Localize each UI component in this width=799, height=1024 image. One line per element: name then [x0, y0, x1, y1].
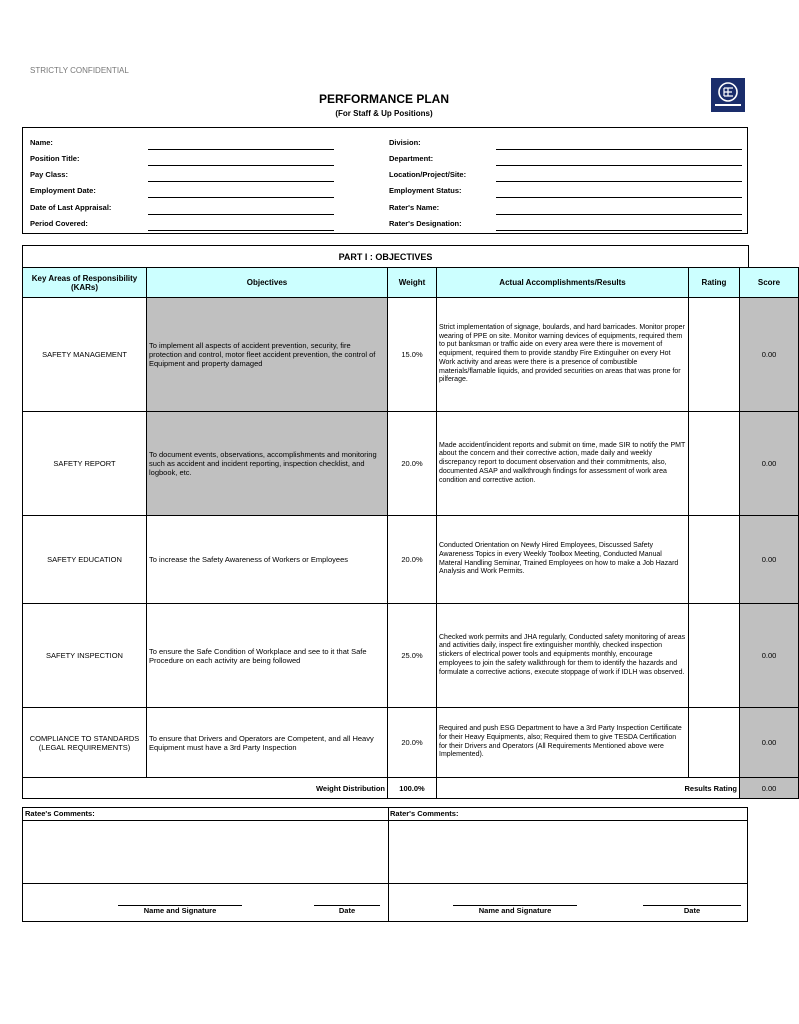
weight-cell: 20.0% [388, 516, 437, 604]
ratee-comments-label: Ratee's Comments: [25, 809, 95, 818]
rater-comments-label: Rater's Comments: [390, 809, 459, 818]
comments-divider [23, 820, 747, 821]
weight-cell: 20.0% [388, 412, 437, 516]
page-title: PERFORMANCE PLAN [318, 92, 449, 106]
score-cell: 0.00 [740, 412, 799, 516]
hdr-kar: Key Areas of Responsibility (KARs) [23, 268, 147, 298]
ratee-signature-label: Name and Signature [143, 906, 217, 915]
objective-cell[interactable]: To implement all aspects of accident prevention, security, fire protection and control, motor fleet accident prevention, the control of Equipment and property damaged [147, 298, 388, 412]
info-label-location: Location/Project/Site: [389, 170, 467, 179]
division-field[interactable] [496, 149, 742, 150]
objective-cell[interactable]: To ensure the Safe Condition of Workplace and see to it that Safe Procedure on each activity are being followed [147, 604, 388, 708]
hdr-rating: Rating [689, 268, 740, 298]
info-label-division: Division: [389, 138, 421, 147]
info-label-status: Employment Status: [389, 186, 462, 195]
accomplishment-cell[interactable]: Checked work permits and JHA regularly, Conducted safety monitoring of areas and activities daily, inspect fire extinguisher monthly, checked inspection stickers of electrical power tools and equipments monthly, encourage employees to join the safety walkthrough for them to identify the hazards and formulate a corrective actions, execute stoppage of work if IDLH was observed. [437, 604, 689, 708]
employment-date-field[interactable] [148, 197, 334, 198]
results-rating-value: 0.00 [740, 778, 799, 799]
page-subtitle: (For Staff & Up Positions) [335, 109, 433, 118]
rater-designation-field[interactable] [496, 230, 742, 231]
rating-cell[interactable] [689, 516, 740, 604]
score-cell: 0.00 [740, 708, 799, 778]
status-field[interactable] [496, 197, 742, 198]
location-field[interactable] [496, 181, 742, 182]
ratee-date-label: Date [338, 906, 356, 915]
table-row [23, 516, 799, 604]
results-rating-label: Results Rating [437, 778, 740, 799]
totals-row [23, 778, 799, 799]
objective-cell[interactable]: To increase the Safety Awareness of Workers or Employees [147, 516, 388, 604]
objectives-main-table [22, 245, 749, 269]
kar-cell: SAFETY EDUCATION [23, 516, 147, 604]
department-field[interactable] [496, 165, 742, 166]
info-label-department: Department: [389, 154, 434, 163]
comments-box [22, 807, 748, 922]
info-label-period: Period Covered: [30, 219, 88, 228]
score-cell: 0.00 [740, 604, 799, 708]
rating-cell[interactable] [689, 412, 740, 516]
rater-comments-input[interactable] [390, 822, 746, 882]
accomplishment-cell[interactable]: Conducted Orientation on Newly Hired Employees, Discussed Safety Awareness Topics in every Weekly Toolbox Meeting, Conducted Manual Materal Handling Seminar, Trained Employees on how to make a Job Hazard Analysis and Work Permits. [437, 516, 689, 604]
rater-date-label: Date [683, 906, 701, 915]
table-row [23, 298, 799, 412]
rater-signature-label: Name and Signature [478, 906, 552, 915]
hdr-accomplishments: Actual Accomplishments/Results [437, 268, 689, 298]
info-label-pay-class: Pay Class: [30, 170, 68, 179]
kar-cell: SAFETY MANAGEMENT [23, 298, 147, 412]
signature-divider [23, 883, 747, 884]
comments-mid-divider [388, 808, 389, 921]
rating-cell[interactable] [689, 708, 740, 778]
table-row [23, 412, 799, 516]
info-label-rater-designation: Rater's Designation: [389, 219, 462, 228]
rating-cell[interactable] [689, 604, 740, 708]
name-field[interactable] [148, 149, 334, 150]
rater-name-field[interactable] [496, 214, 742, 215]
weight-distribution-label: Weight Distribution [23, 778, 388, 799]
objective-cell[interactable]: To document events, observations, accomplishments and monitoring such as accident and incident reporting, inspection checklist, and logbook, etc. [147, 412, 388, 516]
info-label-last-appraisal: Date of Last Appraisal: [30, 203, 112, 212]
accomplishment-cell[interactable]: Made accident/incident reports and submit on time, made SIR to notify the PMT about the concern and their corrective action, made daily and weekly discrepancy report to document observation and their commitments, also, documented ASAP and walkthrough findings for assessment of work area condition and corrective action. [437, 412, 689, 516]
kar-cell: SAFETY INSPECTION [23, 604, 147, 708]
kar-cell: COMPLIANCE TO STANDARDS (LEGAL REQUIREMENTS) [23, 708, 147, 778]
last-appraisal-field[interactable] [148, 214, 334, 215]
score-cell: 0.00 [740, 298, 799, 412]
weight-cell: 15.0% [388, 298, 437, 412]
pay-class-field[interactable] [148, 181, 334, 182]
objectives-authoritative [22, 267, 799, 799]
info-label-rater-name: Rater's Name: [389, 203, 440, 212]
hdr-weight: Weight [388, 268, 437, 298]
hdr-score: Score [740, 268, 799, 298]
weight-distribution-value: 100.0% [388, 778, 437, 799]
weight-cell: 25.0% [388, 604, 437, 708]
table-row [23, 708, 799, 778]
ratee-comments-input[interactable] [24, 822, 387, 882]
info-label-employment-date: Employment Date: [30, 186, 96, 195]
info-label-position: Position Title: [30, 154, 80, 163]
period-field[interactable] [148, 230, 334, 231]
rating-cell[interactable] [689, 298, 740, 412]
table-row [23, 604, 799, 708]
position-field[interactable] [148, 165, 334, 166]
accomplishment-cell[interactable]: Required and push ESG Department to have a 3rd Party Inspection Certificate for their Heavy Equipments, also; Required them to give TESDA Certification for their Drivers and Operators (All Requirements Mentioned above were Implemented). [437, 708, 689, 778]
weight-cell: 20.0% [388, 708, 437, 778]
company-logo [711, 78, 745, 112]
part-title: PART I : OBJECTIVES [23, 246, 749, 269]
score-cell: 0.00 [740, 516, 799, 604]
accomplishment-cell[interactable]: Strict implementation of signage, boulards, and hard barricades. Monitor proper wearing of PPE on site. Monitor warning devices of equipments, required them to put banksman or traffic aide on every area were there is movement of equipment, required them to provide standby Fire Extinguiher on every Hot Work activity and areas were there is a presence of combustible materials/flamable liquids, and provided securities on areas that was prone for pilferage. [437, 298, 689, 412]
kar-cell: SAFETY REPORT [23, 412, 147, 516]
confidential-label: STRICTLY CONFIDENTIAL [30, 66, 129, 75]
employee-info-box [22, 127, 748, 234]
objective-cell[interactable]: To ensure that Drivers and Operators are Competent, and all Heavy Equipment must have a 3rd Party Inspection [147, 708, 388, 778]
hdr-objectives: Objectives [147, 268, 388, 298]
info-label-name: Name: [30, 138, 53, 147]
